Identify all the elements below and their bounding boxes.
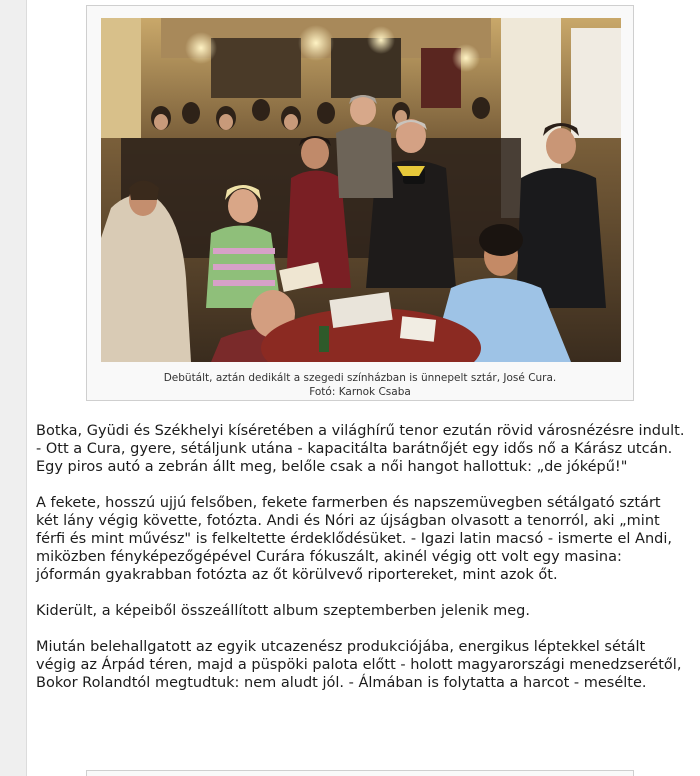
- photo-caption: [87, 371, 633, 399]
- photo-credit: Fotó: Karnok Csaba: [309, 386, 411, 398]
- photo-illustration: [101, 18, 621, 362]
- photo-figure: [86, 5, 634, 401]
- article-paragraph: Kiderült, a képeiből összeállított album szeptemberben jelenik meg.: [36, 603, 530, 619]
- event-photo[interactable]: [101, 18, 621, 362]
- next-figure-frame: [86, 770, 634, 776]
- article-paragraph: A fekete, hosszú ujjú felsőben, fekete farmerben és napszemüvegben sétálgató sztárt két lány végig követte, fotózta. Andi és Nóri az újságban olvasott a tenorról, aki „mint férfi és mint művész" is felkeltette érdeklődésüket. - Igazi latin macsó - ismerte el Andi, miközben fényképezőgépével Curára fókuszált, akinél végig ott volt egy masina: jóformán gyakrabban fotózta az őt körülvevő riportereket, mint azok őt.: [36, 495, 672, 583]
- article-paragraph: Botka, Gyüdi és Székhelyi kíséretében a világhírű tenor ezután rövid városnézésre indult. - Ott a Cura, gyere, sétáljunk utána - kapacitálta barátnőjét egy idős nő a Kárász utcán. Egy piros autó a zebrán állt meg, belőle csak a női hangot hallottuk: „de jóképű!": [36, 423, 685, 475]
- article-body: [36, 422, 686, 710]
- left-gutter: [0, 0, 27, 776]
- caption-text: Debütált, aztán dedikált a szegedi színházban is ünnepelt sztár, José Cura.: [163, 372, 557, 384]
- article-paragraph: Miután belehallgatott az egyik utcazenész produkciójába, energikus léptekkel sétált végig az Árpád téren, majd a püspöki palota előtt - holott magyarországi menedzserétől, Bokor Rolandtól megtudtuk: nem aludt jól. - Álmában is folytatta a harcot - mesélte.: [36, 639, 682, 691]
